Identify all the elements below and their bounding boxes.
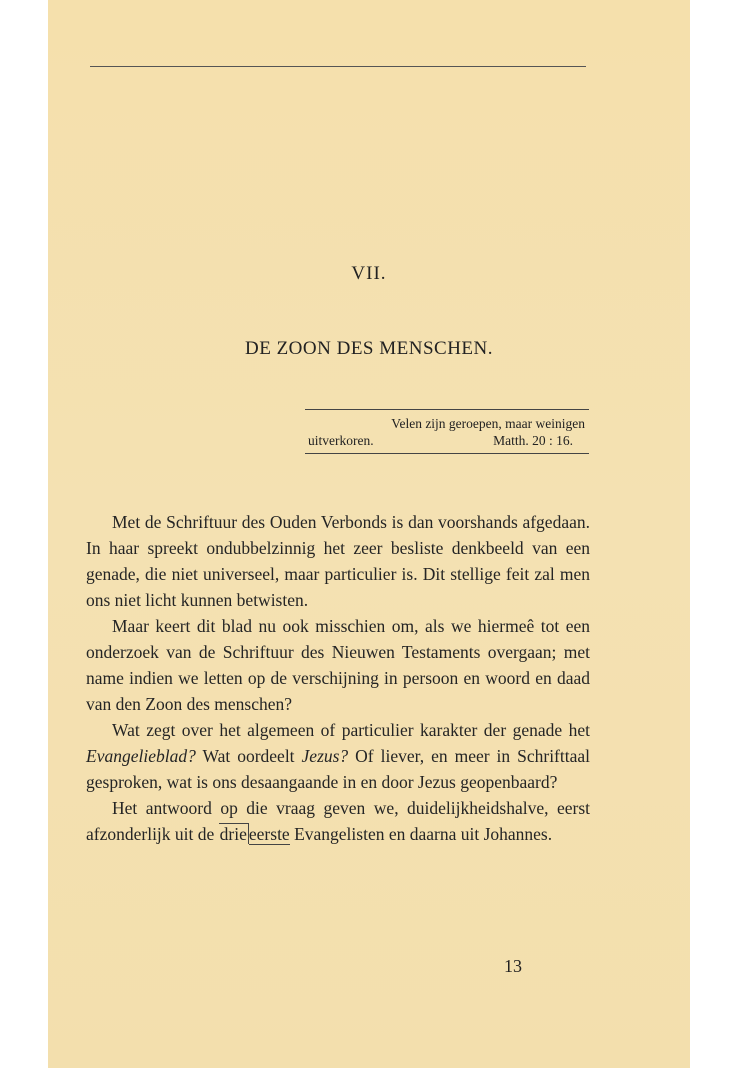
paragraph-3-part-3: Of liever, en meer in Schrifttaal gesproken, wat is ons desaangaande in en door Jezus geopenbaard? [86, 746, 591, 792]
epigraph-line-1: Velen zijn geroepen, maar weinigen [391, 416, 585, 431]
paragraph-2: Maar keert dit blad nu ook misschien om, als we hiermeê tot een onderzoek van de Schriftuur des Nieuwen Testaments overgaan; met name indien we letten op de verschijning in persoon en woord en daad van den Zoon des menschen? [86, 616, 590, 714]
paragraph-3-part-1: Wat zegt over het algemeen of particulier karakter der genade het [112, 720, 590, 740]
paragraph-4-part-2: Evangelisten en daarna uit Johannes. [289, 824, 553, 844]
body-text [86, 509, 590, 847]
page-number: 13 [504, 956, 522, 976]
paragraph-3 [86, 717, 590, 795]
paragraph-3-emphasis-2: Jezus? [301, 746, 349, 766]
paragraph-1: Met de Schriftuur des Ouden Verbonds is dan voorshands afgedaan. In haar spreekt ondubbelzinnig het zeer besliste denkbeeld van een genade, die niet universeel, maar particulier is. Dit stellige feit zal men ons niet licht kunnen betwisten. [86, 512, 590, 610]
header-rule [90, 66, 586, 67]
book-page [48, 0, 690, 1068]
paragraph-4-part-1: Het antwoord op die vraag geven we, duidelijkheidshalve, eerst afzonderlijk uit de [86, 798, 590, 844]
paragraph-3-emphasis-1: Evangelieblad? [86, 746, 196, 766]
epigraph-reference: Matth. 20 : 16. [493, 433, 573, 448]
marked-word-eerste: eerste [248, 824, 290, 844]
epigraph-line-2 [305, 432, 589, 449]
epigraph [305, 409, 589, 454]
paragraph-4 [86, 795, 590, 847]
marked-word-drie: drie [219, 824, 247, 844]
chapter-number: VII. [351, 263, 387, 284]
paragraph-3-part-2: Wat oordeelt [195, 746, 302, 766]
chapter-title: DE ZOON DES MENSCHEN. [245, 338, 493, 359]
epigraph-line-2-text: uitverkoren. [308, 433, 374, 448]
